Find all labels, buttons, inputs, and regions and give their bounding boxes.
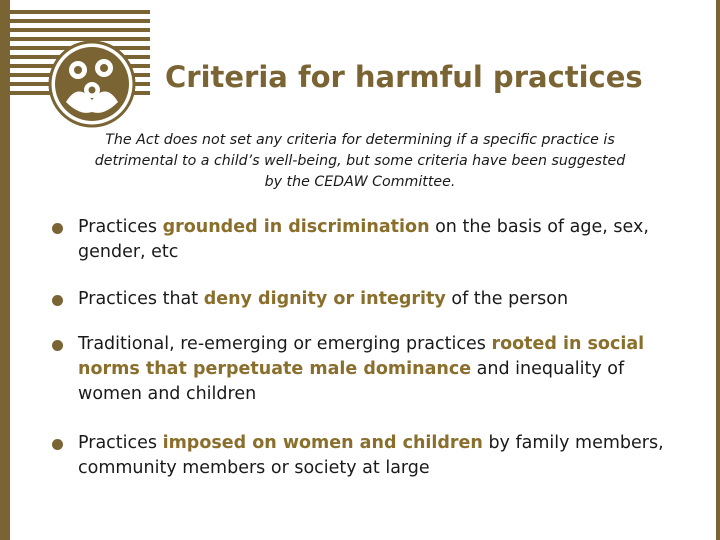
bullet-dot-icon	[52, 295, 63, 306]
right-frame-bar	[716, 0, 720, 540]
bullet-text-post: by family members, community members or society at large	[78, 433, 664, 478]
bullet-dot-icon	[52, 223, 63, 234]
bullet-text-pre: Practices	[78, 433, 163, 453]
bullet-text-pre: Practices	[78, 217, 163, 237]
bullet-text-highlight: deny dignity or integrity	[203, 289, 446, 309]
page-title: Criteria for harmful practices	[165, 60, 643, 94]
list-item	[52, 215, 672, 265]
bullet-text-highlight: rooted in social norms that perpetuate male dominance	[78, 334, 645, 379]
list-item	[52, 431, 672, 481]
bullet-dot-icon	[52, 340, 63, 351]
list-item	[52, 287, 672, 312]
bullet-text-highlight: grounded in discrimination	[162, 217, 430, 237]
list-item	[52, 332, 672, 407]
left-frame-bar	[0, 0, 10, 540]
bullet-text-post: and inequality of women and children	[78, 359, 625, 404]
bullet-text-post: on the basis of age, sex, gender, etc	[78, 217, 649, 262]
family-emblem-icon	[48, 40, 136, 128]
intro-paragraph: The Act does not set any criteria for determining if a specific practice is detrimental to a child’s well-being, but some criteria have been suggested by the CEDAW Committee.	[94, 132, 626, 190]
bullet-text-post: of the person	[445, 289, 569, 309]
criteria-list	[52, 215, 672, 503]
bullet-text-pre: Practices that	[78, 289, 204, 309]
bullet-dot-icon	[52, 439, 63, 450]
bullet-text-pre: Traditional, re-emerging or emerging practices	[78, 334, 492, 354]
bullet-text-highlight: imposed on women and children	[162, 433, 483, 453]
